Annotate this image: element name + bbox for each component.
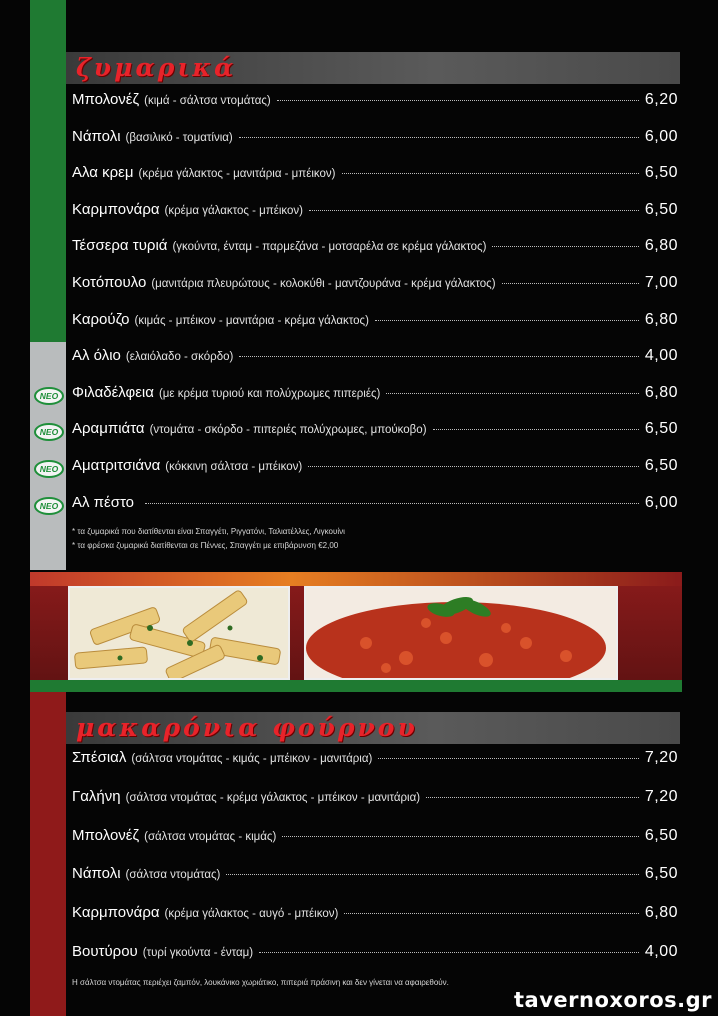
new-item-badge: ΝΕΟ <box>34 460 64 478</box>
item-name: Μπολονέζ <box>72 91 140 108</box>
item-price: 7,20 <box>644 787 678 805</box>
item-price: 6,00 <box>644 127 678 145</box>
item-description: (βασιλικό - τοματίνια) <box>125 131 233 144</box>
dot-leader <box>342 173 639 174</box>
dot-leader <box>426 797 639 798</box>
item-description: (κιμάς - μπέικον - μανιτάρια - κρέμα γάλακτος) <box>134 314 369 327</box>
dot-leader <box>308 466 639 467</box>
dot-leader <box>386 393 639 394</box>
item-description: (σάλτσα ντομάτας - κρέμα γάλακτος - μπέικον - μανιτάρια) <box>125 791 421 804</box>
dot-leader <box>282 836 639 837</box>
item-name: Αλα κρεμ <box>72 164 134 182</box>
item-price: 6,80 <box>644 310 678 328</box>
baked-pasta-menu-item <box>72 943 678 967</box>
item-name: Κοτόπουλο <box>72 274 147 291</box>
green-stripe <box>30 0 66 342</box>
item-name: Καρούζο <box>72 310 130 328</box>
item-name: Γαλήνη <box>72 787 121 805</box>
pasta-menu-item <box>72 420 678 444</box>
item-name: Αλ πέστο <box>72 493 135 511</box>
baked-pasta-section-header <box>66 712 680 744</box>
baked-pasta-menu-item <box>72 865 678 889</box>
item-name: Φιλαδέλφεια <box>72 383 154 401</box>
item-price: 6,20 <box>644 91 678 108</box>
dot-leader <box>492 246 638 247</box>
item-name: Αματριτσιάνα <box>72 457 161 474</box>
item-name: Αλ όλιο <box>72 347 121 365</box>
new-item-badge: ΝΕΟ <box>34 497 64 515</box>
item-name: Μπολονέζ <box>72 826 140 844</box>
dot-leader <box>239 137 639 138</box>
dot-leader <box>502 283 639 284</box>
item-description: (σάλτσα ντομάτας - κιμάς - μπέικον - μανιτάρια) <box>131 753 373 765</box>
pasta-menu-item <box>72 311 678 335</box>
pasta-menu-item <box>72 494 678 518</box>
item-name: Καρμπονάρα <box>72 904 160 922</box>
item-name: Βουτύρου <box>72 943 138 960</box>
item-description: (σάλτσα ντομάτας) <box>125 869 221 882</box>
item-description: (κρέμα γάλακτος - μπέικον) <box>164 204 303 217</box>
item-name: Νάπολι <box>72 865 121 883</box>
item-price: 6,00 <box>644 493 678 511</box>
new-item-badge: ΝΕΟ <box>34 387 64 405</box>
bolognese-photo <box>304 586 618 680</box>
pasta-menu-item <box>72 128 678 152</box>
item-price: 4,00 <box>644 943 678 960</box>
item-description: (κιμά - σάλτσα ντομάτας) <box>144 95 271 107</box>
pasta-menu-item <box>72 384 678 408</box>
pasta-menu-item <box>72 164 678 188</box>
item-description: (γκούντα, ένταμ - παρμεζάνα - μοτσαρέλα σε κρέμα γάλακτος) <box>172 241 487 254</box>
dot-leader <box>378 758 639 759</box>
photo-band-bottom-bar <box>30 680 682 692</box>
item-price: 6,50 <box>644 200 678 218</box>
pasta-menu-item <box>72 274 678 298</box>
pasta-menu-item <box>72 457 678 481</box>
baked-pasta-note: Η σάλτσα ντομάτας περιέχει ζαμπόν, λουκάνικο χωριάτικο, πιπεριά πράσινη και δεν γίνεται να αφαιρεθούν. <box>72 978 449 987</box>
pasta-menu-item <box>72 201 678 225</box>
item-name: Τέσσερα τυριά <box>72 237 168 255</box>
pasta-note-2: * τα φρέσκα ζυμαρικά διατίθενται σε Πέννες, Σπαγγέτι με επιβάρυνση €2,00 <box>72 541 339 550</box>
baked-pasta-menu-item <box>72 904 678 928</box>
site-watermark: tavernoxoros.gr <box>514 988 712 1012</box>
dot-leader <box>277 100 639 101</box>
dot-leader <box>375 320 639 321</box>
pasta-section-header <box>66 52 680 84</box>
pasta-note-1: * τα ζυμαρικά που διατίθενται είναι Σπαγγέτι, Ριγγατόνι, Ταλιατέλλες, Λιγκουίνι <box>72 527 345 536</box>
food-photo-band <box>30 572 682 692</box>
new-item-badge: ΝΕΟ <box>34 423 64 441</box>
item-price: 6,80 <box>644 383 678 401</box>
item-price: 6,80 <box>644 237 678 255</box>
item-name: Καρμπονάρα <box>72 200 160 218</box>
dot-leader <box>226 874 638 875</box>
dot-leader <box>309 210 639 211</box>
item-description: (σάλτσα ντομάτας - κιμάς) <box>144 830 277 843</box>
dot-leader <box>433 429 639 430</box>
pasta-menu-item <box>72 347 678 371</box>
penne-pasta-photo <box>68 586 290 680</box>
item-price: 4,00 <box>644 347 678 365</box>
item-description: (τυρί γκούντα - ένταμ) <box>142 947 254 959</box>
dot-leader <box>145 503 639 504</box>
item-price: 6,50 <box>644 457 678 474</box>
item-name: Σπέσιαλ <box>72 749 127 766</box>
white-stripe <box>30 342 66 570</box>
baked-pasta-section-title: μακαρόνια φούρνου <box>76 713 418 742</box>
item-description: (ελαιόλαδο - σκόρδο) <box>125 351 234 364</box>
dot-leader <box>239 356 639 357</box>
item-description: (μανιτάρια πλευρώτους - κολοκύθι - μαντζουράνα - κρέμα γάλακτος) <box>151 278 496 290</box>
item-price: 6,50 <box>644 164 678 182</box>
pasta-menu-item <box>72 237 678 261</box>
baked-pasta-menu-item <box>72 749 678 773</box>
item-description: (κρέμα γάλακτος - αυγό - μπέικον) <box>164 908 339 921</box>
dot-leader <box>344 913 639 914</box>
pasta-menu-item <box>72 91 678 115</box>
baked-pasta-menu-item <box>72 788 678 812</box>
item-price: 6,50 <box>644 865 678 883</box>
item-description: (με κρέμα τυριού και πολύχρωμες πιπεριές) <box>158 387 381 400</box>
item-price: 6,80 <box>644 904 678 922</box>
item-description: (ντομάτα - σκόρδο - πιπεριές πολύχρωμες, μπούκοβο) <box>149 424 427 437</box>
item-price: 6,50 <box>644 420 678 438</box>
red-stripe <box>30 690 66 1016</box>
item-description: (κόκκινη σάλτσα - μπέικον) <box>165 461 303 473</box>
photo-band-top-bar <box>30 572 682 586</box>
baked-pasta-menu-item <box>72 827 678 851</box>
item-price: 7,00 <box>644 274 678 291</box>
dot-leader <box>259 952 639 953</box>
item-price: 7,20 <box>644 749 678 766</box>
item-description: (κρέμα γάλακτος - μανιτάρια - μπέικον) <box>138 168 336 181</box>
item-price: 6,50 <box>644 826 678 844</box>
item-name: Νάπολι <box>72 127 121 145</box>
pasta-section-title: ζυμαρικά <box>76 53 237 82</box>
item-name: Αραμπιάτα <box>72 420 145 438</box>
